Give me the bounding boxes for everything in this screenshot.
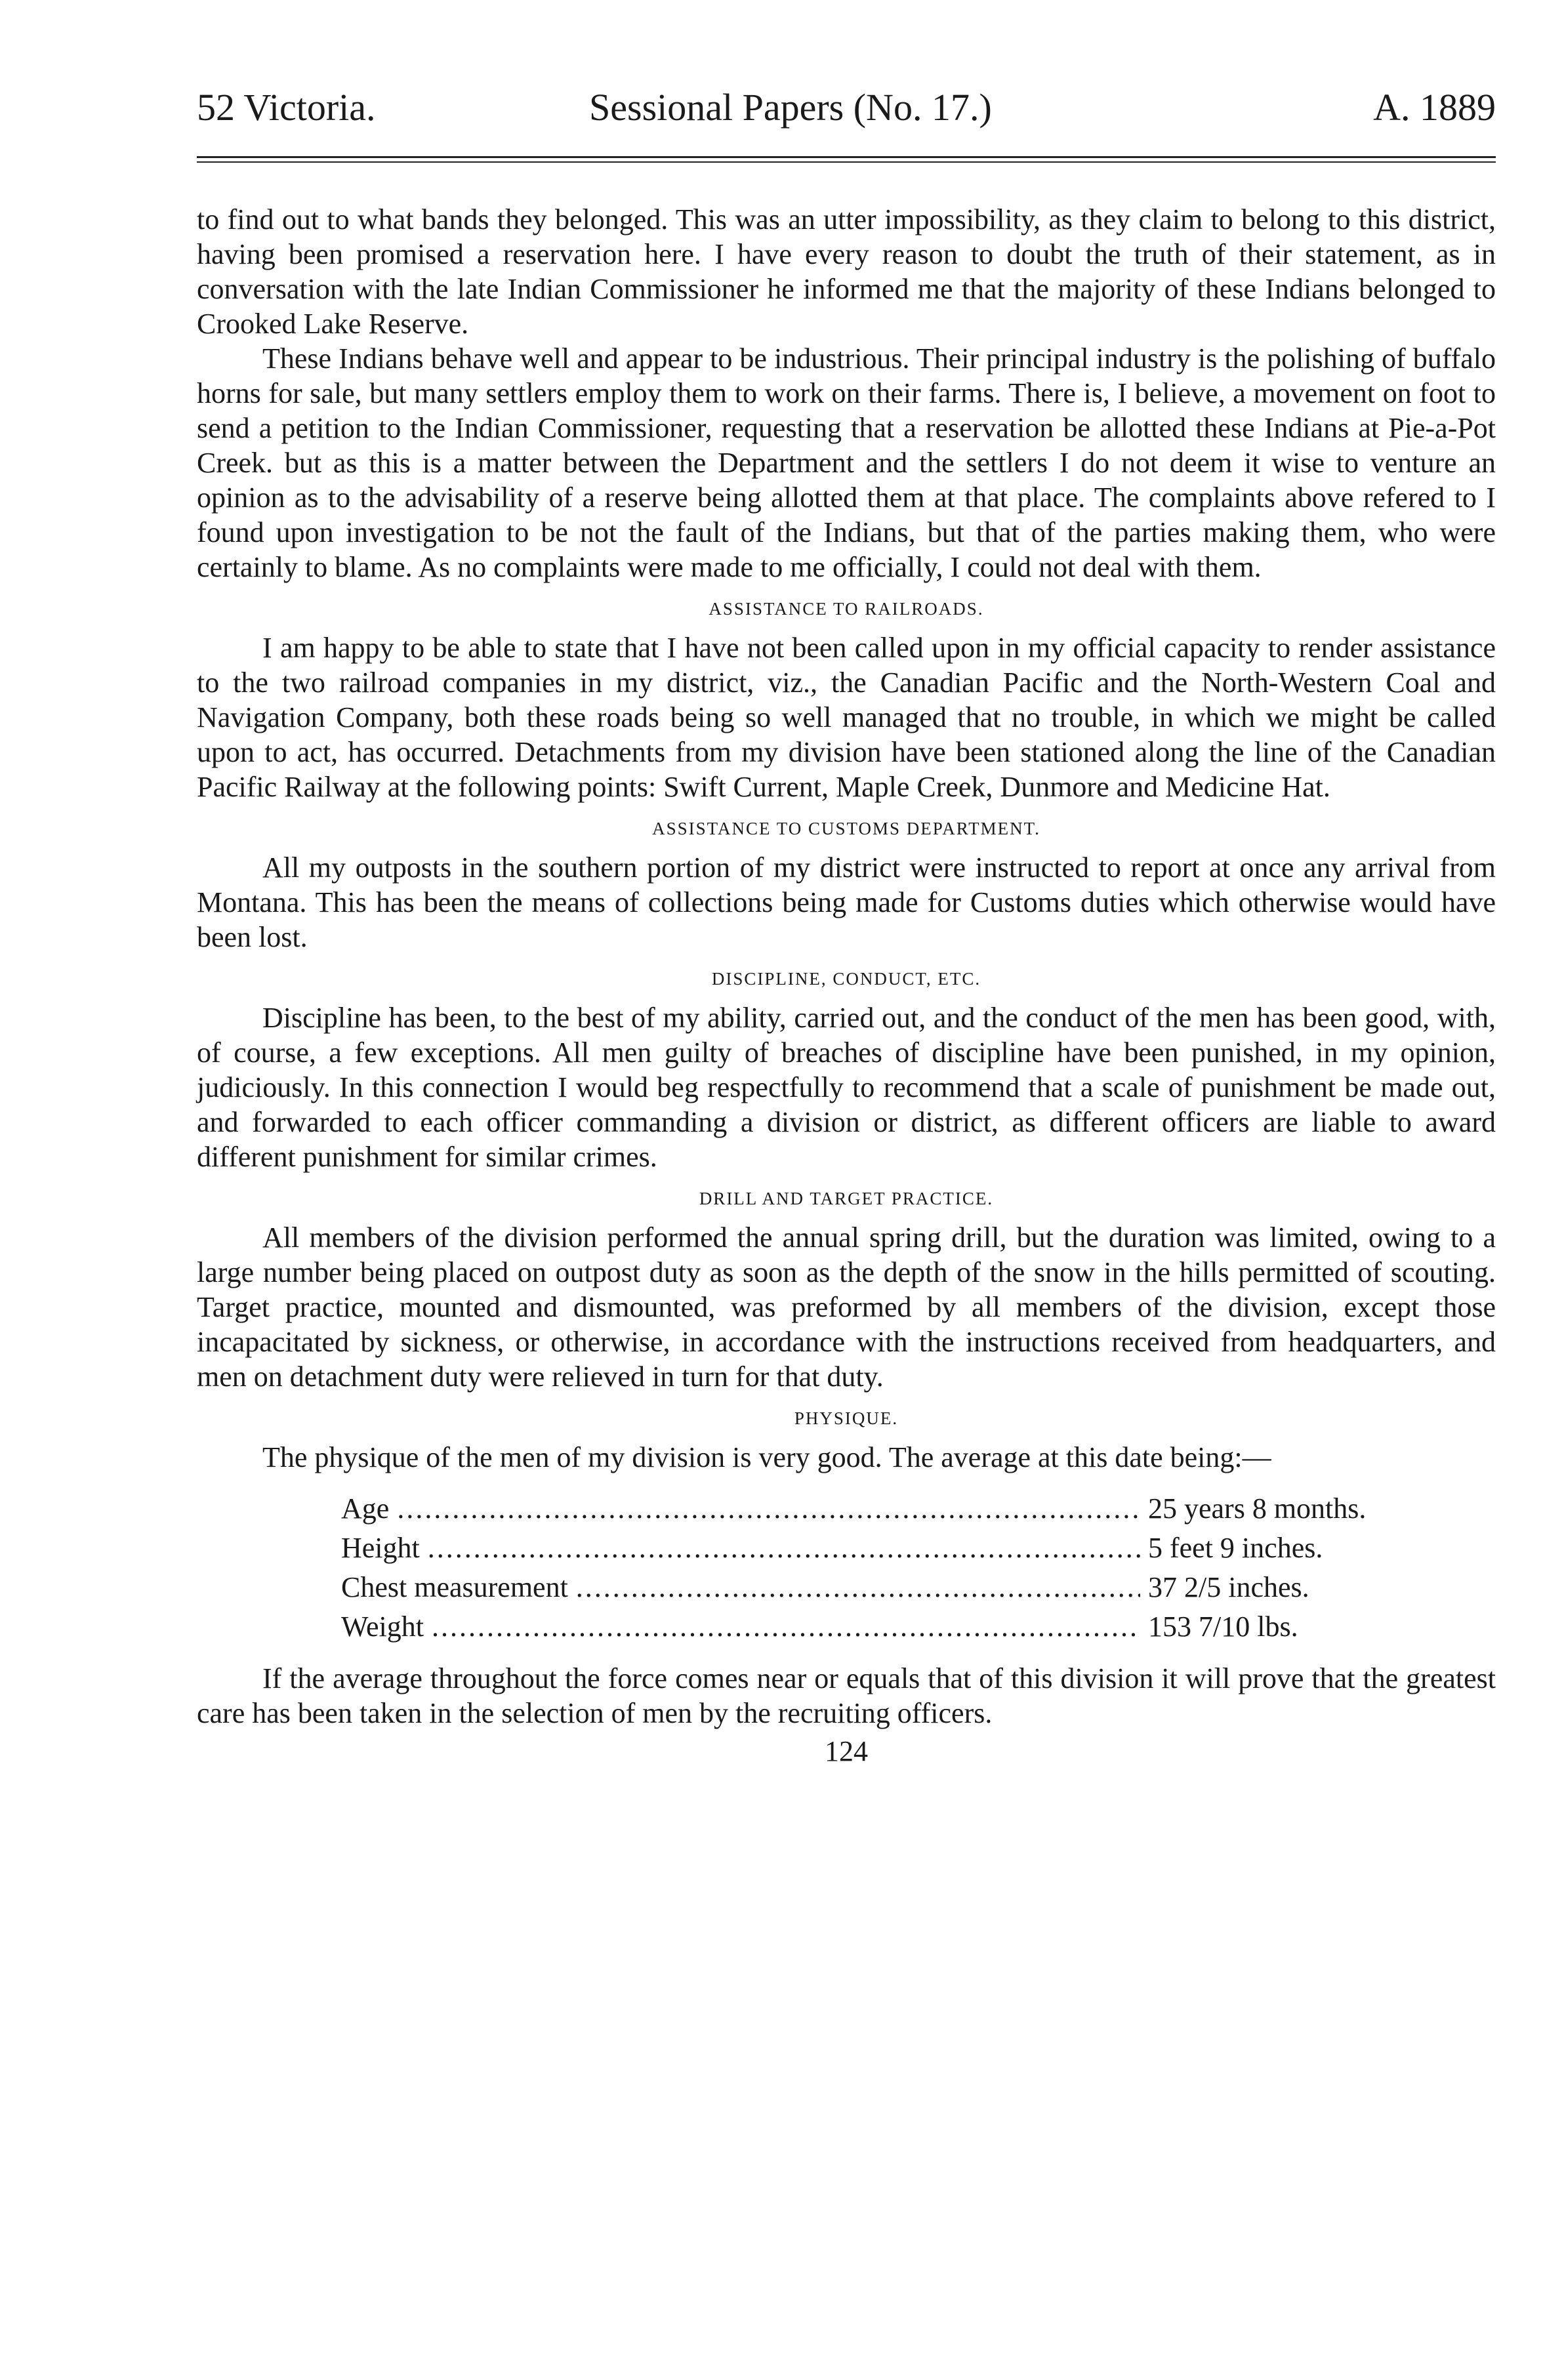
paragraph-indians: These Indians behave well and appear to be industrious. Their principal industry is the polishing of buffalo horns for sale, but many settlers employ them to work on their farms. There is, I believe, a movement on foot to send a petition to the Indian Commissioner, requesting that a reservation be allotted these Indians at Pie-a-Pot Creek. but as this is a matter between the Department and the settlers I do not deem it wise to venture an opinion as to the advisability of a reserve being allotted them at that place. The complaints above refered to I found upon investigation to be not the fault of the Indians, but that of the parties making them, who were certainly to blame. As no complaints were made to me officially, I could not deal with them. (197, 342, 1496, 583)
stat-label: Height (341, 1532, 420, 1564)
header-session: 52 Victoria. (197, 86, 376, 129)
paragraph-physique-intro: The physique of the men of my division is very good. The average at this date being:— (262, 1441, 1271, 1473)
heading-drill: DRILL AND TARGET PRACTICE. (699, 1189, 994, 1208)
stat-row-chest (341, 1568, 1456, 1607)
stat-value: 25 years 8 months. (1148, 1492, 1367, 1525)
stat-value: 37 2/5 inches. (1148, 1571, 1309, 1603)
page-number: 124 (825, 1735, 868, 1767)
stat-value: 5 feet 9 inches. (1148, 1532, 1323, 1564)
heading-discipline: DISCIPLINE, CONDUCT, ETC. (711, 969, 981, 989)
physique-stats (341, 1489, 1456, 1647)
heading-physique: PHYSIQUE. (794, 1408, 899, 1428)
dot-leader (576, 1568, 1140, 1607)
document-page (197, 85, 1496, 1768)
heading-customs: ASSISTANCE TO CUSTOMS DEPARTMENT. (652, 819, 1040, 838)
stat-value: 153 7/10 lbs. (1148, 1611, 1298, 1643)
paragraph-railroads: I am happy to be able to state that I have not been called upon in my official capacity to render assistance to the two railroad companies in my district, viz., the Canadian Pacific and the North-Western Coal and Navigation Company, both these roads being so well managed that no trouble, in which we might be called upon to act, has occurred. Detachments from my division have been stationed along the line of the Canadian Pacific Railway at the following points: Swift Current, Maple Creek, Dunmore and Medicine Hat. (197, 632, 1496, 803)
stat-label: Weight (341, 1611, 424, 1643)
stat-row-weight (341, 1607, 1456, 1647)
paragraph-discipline: Discipline has been, to the best of my ability, carried out, and the conduct of the men has been good, with, of course, a few exceptions. All men guilty of breaches of discipline have been punished, in my opinion, judiciously. In this connection I would beg respectfully to recommend that a scale of punishment be made out, and forwarded to each officer commanding a division or district, as different officers are liable to award different punishment for similar crimes. (197, 1002, 1496, 1173)
dot-leader (432, 1607, 1140, 1647)
stat-label: Age (341, 1492, 390, 1525)
paragraph-customs: All my outposts in the southern portion of my district were instructed to report at once any arrival from Montana. This has been the means of collections being made for Customs duties which otherwise would have been lost. (197, 851, 1496, 953)
running-header (197, 85, 1496, 138)
paragraph-bands: to find out to what bands they belonged. This was an utter impossibility, as they claim to belong to this district, having been promised a reservation here. I have every reason to doubt the truth of their statement, as in conversation with the late Indian Commissioner he informed me that the majority of these Indians belonged to Crooked Lake Reserve. (197, 203, 1496, 340)
dot-leader (428, 1529, 1140, 1568)
stat-label: Chest measurement (341, 1571, 568, 1603)
header-title: Sessional Papers (No. 17.) (589, 86, 992, 129)
heading-railroads: ASSISTANCE TO RAILROADS. (709, 599, 984, 619)
stat-row-height (341, 1529, 1456, 1568)
dot-leader (397, 1489, 1140, 1529)
paragraph-physique-closing: If the average throughout the force comes near or equals that of this division it will prove that the greatest care has been taken in the selection of men by the recruiting officers. (197, 1662, 1496, 1729)
stat-row-age (341, 1489, 1456, 1529)
header-year: A. 1889 (1373, 86, 1496, 129)
header-rule (197, 156, 1496, 163)
paragraph-drill: All members of the division performed the annual spring drill, but the duration was limited, owing to a large number being placed on outpost duty as soon as the depth of the snow in the hills permitted of scouting. Target practice, mounted and dismounted, was preformed by all members of the division, except those incapacitated by sickness, or otherwise, in accordance with the instructions received from headquarters, and men on detachment duty were relieved in turn for that duty. (197, 1221, 1496, 1393)
